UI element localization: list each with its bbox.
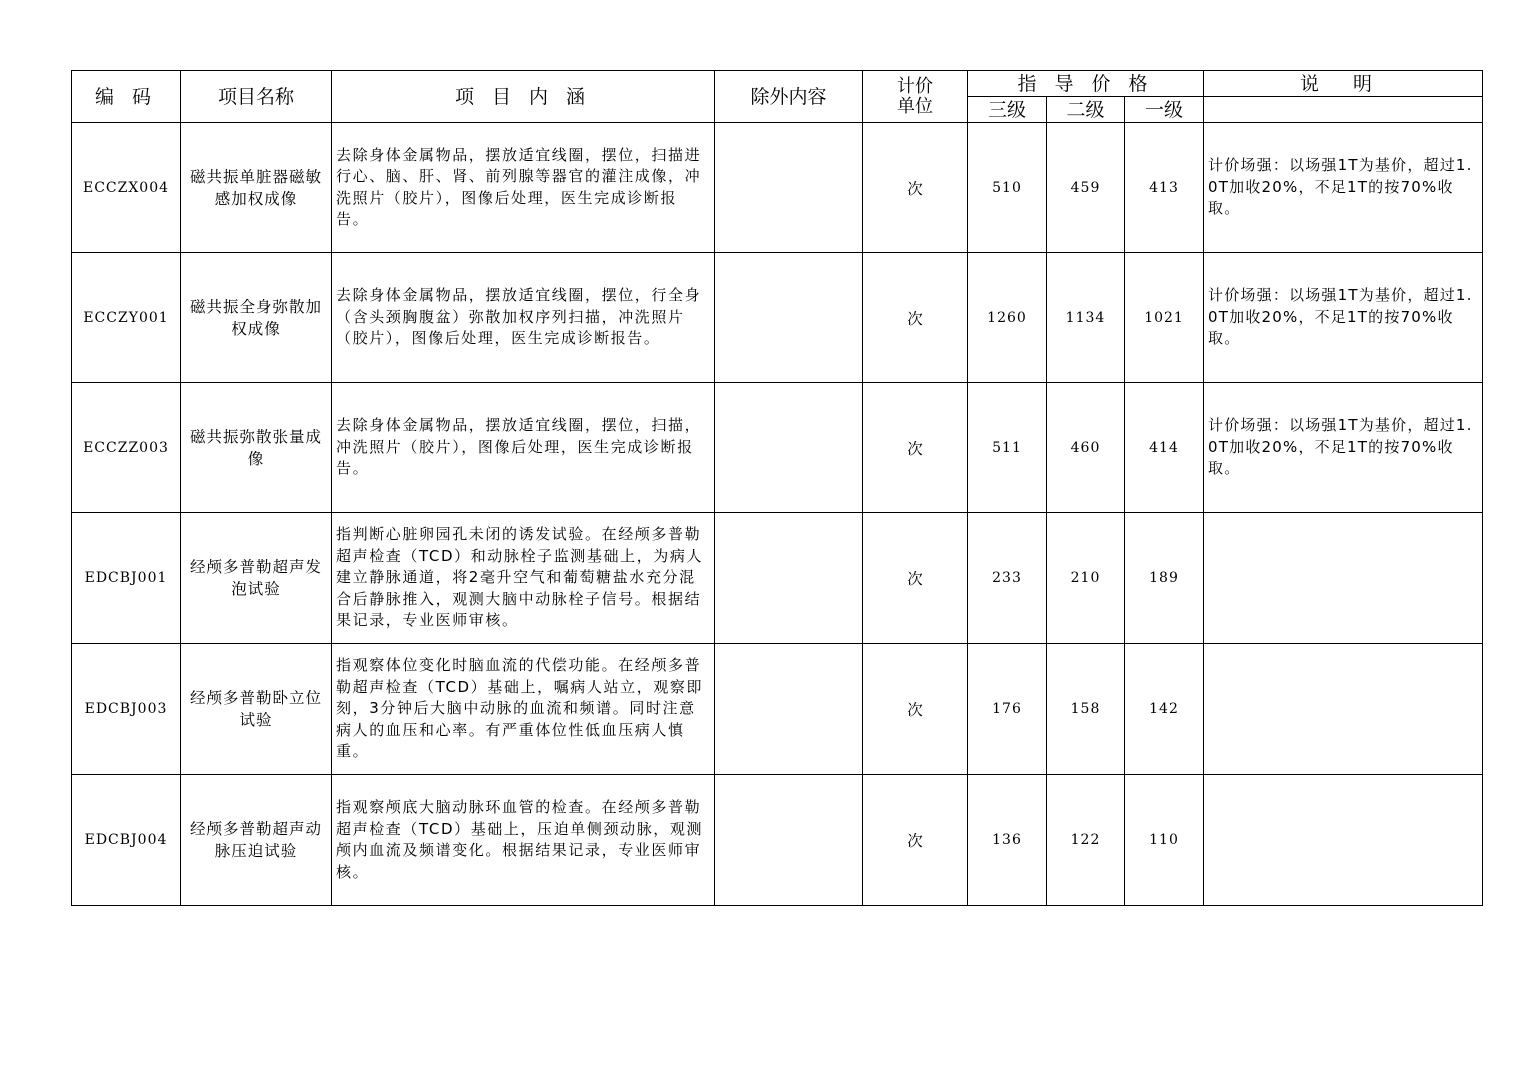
cell-item-name: 经颅多普勒卧立位试验 — [181, 644, 332, 775]
cell-item-name: 经颅多普勒超声发泡试验 — [181, 513, 332, 644]
cell-excluded — [715, 513, 863, 644]
cell-item-name: 经颅多普勒超声动脉压迫试验 — [181, 775, 332, 906]
cell-note — [1204, 513, 1483, 644]
cell-content: 指判断心脏卵园孔未闭的诱发试验。在经颅多普勒超声检查（TCD）和动脉栓子监测基础上，为病人建立静脉通道，将2毫升空气和葡萄糖盐水充分混合后静脉推入，观测大脑中动脉栓子信号。根据结果记录，专业医师审核。 — [332, 513, 715, 644]
cell-unit: 次 — [863, 253, 968, 383]
header-name: 项目名称 — [181, 71, 332, 123]
header-row-1 — [72, 71, 1483, 97]
cell-excluded — [715, 383, 863, 513]
cell-content: 去除身体金属物品，摆放适宜线圈，摆位，扫描进行心、脑、肝、肾、前列腺等器官的灌注成像，冲洗照片（胶片），图像后处理，医生完成诊断报告。 — [332, 123, 715, 253]
cell-price-level3: 1260 — [968, 253, 1047, 383]
cell-excluded — [715, 253, 863, 383]
cell-content: 去除身体金属物品，摆放适宜线圈，摆位，行全身（含头颈胸腹盆）弥散加权序列扫描，冲洗照片（胶片），图像后处理，医生完成诊断报告。 — [332, 253, 715, 383]
header-excluded: 除外内容 — [715, 71, 863, 123]
cell-price-level1: 413 — [1125, 123, 1204, 253]
price-table — [71, 70, 1483, 906]
cell-price-level2: 210 — [1047, 513, 1125, 644]
cell-code: EDCBJ003 — [72, 644, 181, 775]
table-row — [72, 644, 1483, 775]
cell-code: EDCBJ001 — [72, 513, 181, 644]
table-row — [72, 123, 1483, 253]
header-content: 项 目 内 涵 — [332, 71, 715, 123]
cell-note: 计价场强：以场强1T为基价，超过1.0T加收20%，不足1T的按70%收取。 — [1204, 383, 1483, 513]
header-unit-line2: 单位 — [897, 95, 933, 117]
cell-note — [1204, 775, 1483, 906]
header-level3: 三级 — [968, 97, 1047, 123]
cell-item-name: 磁共振弥散张量成像 — [181, 383, 332, 513]
cell-content: 去除身体金属物品，摆放适宜线圈，摆位，扫描，冲洗照片（胶片），图像后处理，医生完成诊断报告。 — [332, 383, 715, 513]
cell-price-level2: 158 — [1047, 644, 1125, 775]
cell-unit: 次 — [863, 123, 968, 253]
header-note-empty — [1204, 97, 1483, 123]
cell-note: 计价场强：以场强1T为基价，超过1.0T加收20%，不足1T的按70%收取。 — [1204, 253, 1483, 383]
header-level2: 二级 — [1047, 97, 1125, 123]
cell-price-level1: 142 — [1125, 644, 1204, 775]
cell-note — [1204, 644, 1483, 775]
cell-price-level1: 110 — [1125, 775, 1204, 906]
cell-content: 指观察颅底大脑动脉环血管的检查。在经颅多普勒超声检查（TCD）基础上，压迫单侧颈动脉，观测颅内血流及频谱变化。根据结果记录，专业医师审核。 — [332, 775, 715, 906]
cell-unit: 次 — [863, 383, 968, 513]
cell-price-level3: 176 — [968, 644, 1047, 775]
cell-price-level2: 1134 — [1047, 253, 1125, 383]
table-row — [72, 253, 1483, 383]
cell-code: ECCZX004 — [72, 123, 181, 253]
cell-unit: 次 — [863, 775, 968, 906]
cell-price-level2: 122 — [1047, 775, 1125, 906]
header-code: 编 码 — [72, 71, 181, 123]
cell-excluded — [715, 775, 863, 906]
cell-code: ECCZY001 — [72, 253, 181, 383]
cell-price-level3: 136 — [968, 775, 1047, 906]
header-unit-line1: 计价 — [897, 75, 933, 97]
cell-unit: 次 — [863, 644, 968, 775]
table-row — [72, 513, 1483, 644]
cell-note: 计价场强：以场强1T为基价，超过1.0T加收20%，不足1T的按70%收取。 — [1204, 123, 1483, 253]
header-note: 说 明 — [1204, 71, 1483, 97]
header-guide-price: 指 导 价 格 — [968, 71, 1204, 97]
cell-price-level1: 414 — [1125, 383, 1204, 513]
cell-price-level2: 460 — [1047, 383, 1125, 513]
cell-price-level3: 511 — [968, 383, 1047, 513]
table-row — [72, 775, 1483, 906]
cell-code: EDCBJ004 — [72, 775, 181, 906]
cell-content: 指观察体位变化时脑血流的代偿功能。在经颅多普勒超声检查（TCD）基础上，嘱病人站立，观察即刻，3分钟后大脑中动脉的血流和频谱。同时注意病人的血压和心率。有严重体位性低血压病人慎重。 — [332, 644, 715, 775]
table-row — [72, 383, 1483, 513]
cell-code: ECCZZ003 — [72, 383, 181, 513]
cell-excluded — [715, 123, 863, 253]
cell-price-level2: 459 — [1047, 123, 1125, 253]
cell-unit: 次 — [863, 513, 968, 644]
cell-price-level1: 189 — [1125, 513, 1204, 644]
cell-item-name: 磁共振单脏器磁敏感加权成像 — [181, 123, 332, 253]
cell-price-level3: 510 — [968, 123, 1047, 253]
cell-price-level1: 1021 — [1125, 253, 1204, 383]
header-unit — [863, 71, 968, 123]
cell-item-name: 磁共振全身弥散加权成像 — [181, 253, 332, 383]
cell-excluded — [715, 644, 863, 775]
header-level1: 一级 — [1125, 97, 1204, 123]
cell-price-level3: 233 — [968, 513, 1047, 644]
